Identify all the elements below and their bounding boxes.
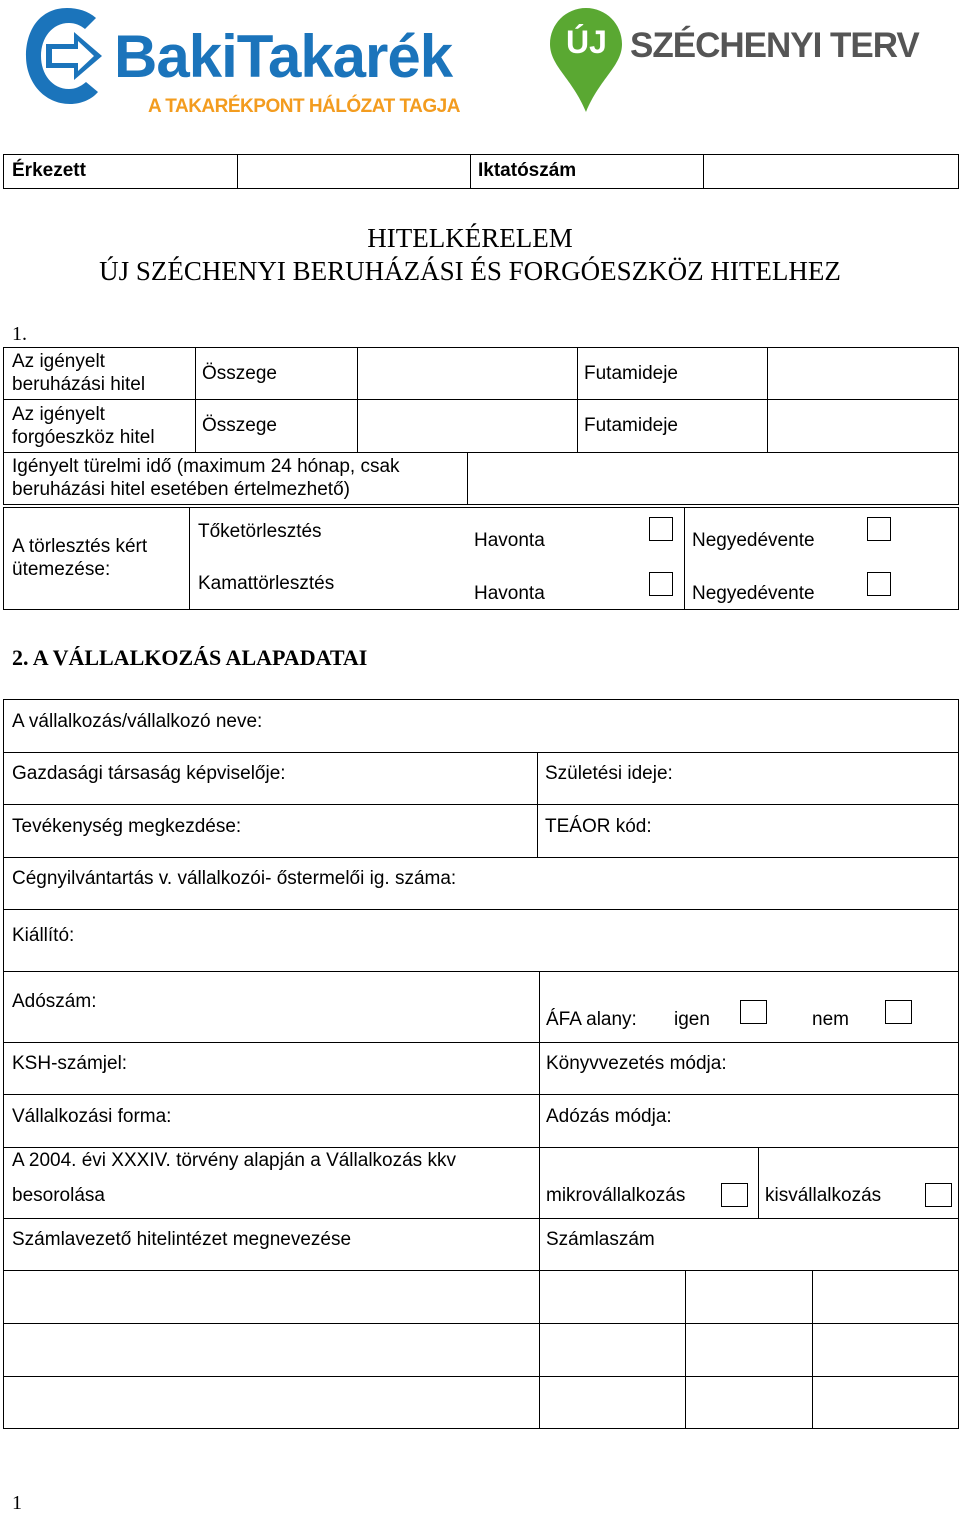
interest-quarterly-label: Negyedévente (692, 583, 815, 604)
working-capital-label-l1: Az igényelt (12, 404, 105, 425)
interest-monthly-label: Havonta (474, 583, 545, 604)
account-number-field-3b[interactable] (686, 1377, 812, 1428)
received-label: Érkezett (12, 160, 86, 181)
sme-classification-label-l1: A 2004. évi XXXIV. törvény alapján a Vállalkozás kkv (12, 1150, 456, 1171)
working-capital-term-field[interactable] (768, 400, 958, 452)
szechenyi-name: SZÉCHENYI TERV (630, 26, 919, 65)
teaor-code-label: TEÁOR kód: (545, 816, 652, 837)
issuer-label: Kiállító: (12, 925, 75, 946)
account-number-field-1c[interactable] (813, 1271, 958, 1323)
file-number-field[interactable] (704, 155, 958, 188)
micro-enterprise-label: mikrovállalkozás (546, 1185, 686, 1206)
sme-classification-label-l2: besorolása (12, 1185, 105, 1206)
principal-repayment-label: Tőketörlesztés (198, 521, 322, 542)
account-number-field-2a[interactable] (540, 1324, 685, 1376)
baki-name-part2: Takarék (236, 23, 453, 90)
baki-name-part1: Baki (114, 23, 237, 90)
working-capital-amount-label: Összege (202, 415, 277, 436)
tax-number-label: Adószám: (12, 991, 97, 1012)
vat-no-checkbox[interactable] (885, 1000, 912, 1024)
szechenyi-badge-text: ÚJ (566, 24, 607, 60)
investment-loan-label-l2: beruházási hitel (12, 374, 146, 395)
location-pin-icon (548, 6, 624, 114)
investment-term-label: Futamideje (584, 363, 678, 384)
vat-subject-label: ÁFA alany: (546, 1009, 637, 1030)
page-number: 1 (12, 1492, 22, 1514)
account-number-field-1a[interactable] (540, 1271, 685, 1323)
document-title (0, 222, 940, 288)
account-number-field-2c[interactable] (813, 1324, 958, 1376)
vat-yes-label: igen (674, 1009, 710, 1030)
micro-enterprise-checkbox[interactable] (721, 1183, 748, 1207)
ksh-number-label: KSH-számjel: (12, 1053, 128, 1074)
interest-monthly-checkbox[interactable] (649, 572, 673, 596)
principal-monthly-checkbox[interactable] (649, 517, 673, 541)
section2-heading: 2. A VÁLLALKOZÁS ALAPADATAI (12, 645, 368, 670)
representative-label: Gazdasági társaság képviselője: (12, 763, 286, 784)
repayment-label-l1: A törlesztés kért (12, 536, 148, 557)
account-number-label: Számlaszám (546, 1229, 655, 1250)
baki-tagline: A TAKARÉKPONT HÁLÓZAT TAGJA (148, 96, 460, 117)
interest-quarterly-checkbox[interactable] (867, 572, 891, 596)
account-number-field-1b[interactable] (686, 1271, 812, 1323)
working-capital-term-label: Futamideje (584, 415, 678, 436)
bank-name-label: Számlavezető hitelintézet megnevezése (12, 1229, 352, 1250)
account-number-field-2b[interactable] (686, 1324, 812, 1376)
investment-term-field[interactable] (768, 348, 958, 399)
company-name-label: A vállalkozás/vállalkozó neve: (12, 711, 263, 732)
bookkeeping-method-label: Könyvvezetés módja: (546, 1053, 727, 1074)
title-line2: ÚJ SZÉCHENYI BERUHÁZÁSI ÉS FORGÓESZKÖZ HITELHEZ (99, 256, 841, 286)
vat-yes-checkbox[interactable] (740, 1000, 767, 1024)
grace-period-field[interactable] (468, 453, 958, 504)
grace-period-label-l2: beruházási hitel esetében értelmezhető) (12, 479, 350, 500)
file-number-label: Iktatószám (478, 160, 577, 181)
received-field[interactable] (238, 155, 470, 188)
working-capital-amount-field[interactable] (358, 400, 577, 452)
grace-period-label-l1: Igényelt türelmi idő (maximum 24 hónap, csak (12, 456, 400, 477)
activity-start-label: Tevékenység megkezdése: (12, 816, 242, 837)
bank-name-field-2[interactable] (4, 1324, 539, 1376)
taxation-method-label: Adózás módja: (546, 1106, 672, 1127)
birth-date-label: Születési ideje: (545, 763, 673, 784)
registration-number-label: Cégnyilvántartás v. vállalkozói- őstermelői ig. száma: (12, 868, 457, 889)
principal-quarterly-label: Negyedévente (692, 530, 815, 551)
baki-arrow-icon (22, 4, 112, 108)
small-enterprise-checkbox[interactable] (925, 1183, 952, 1207)
bank-name-field-3[interactable] (4, 1377, 539, 1428)
working-capital-label-l2: forgóeszköz hitel (12, 427, 155, 448)
bank-name-field-1[interactable] (4, 1271, 539, 1323)
investment-amount-field[interactable] (358, 348, 577, 399)
account-number-field-3c[interactable] (813, 1377, 958, 1428)
title-line1: HITELKÉRELEM (367, 223, 573, 253)
business-form-label: Vállalkozási forma: (12, 1106, 172, 1127)
investment-loan-label-l1: Az igényelt (12, 351, 105, 372)
vat-no-label: nem (812, 1009, 849, 1030)
small-enterprise-label: kisvállalkozás (765, 1185, 882, 1206)
interest-repayment-label: Kamattörlesztés (198, 573, 335, 594)
investment-amount-label: Összege (202, 363, 277, 384)
repayment-label-l2: ütemezése: (12, 559, 111, 580)
principal-monthly-label: Havonta (474, 530, 545, 551)
section1-number: 1. (12, 323, 27, 345)
account-number-field-3a[interactable] (540, 1377, 685, 1428)
principal-quarterly-checkbox[interactable] (867, 517, 891, 541)
